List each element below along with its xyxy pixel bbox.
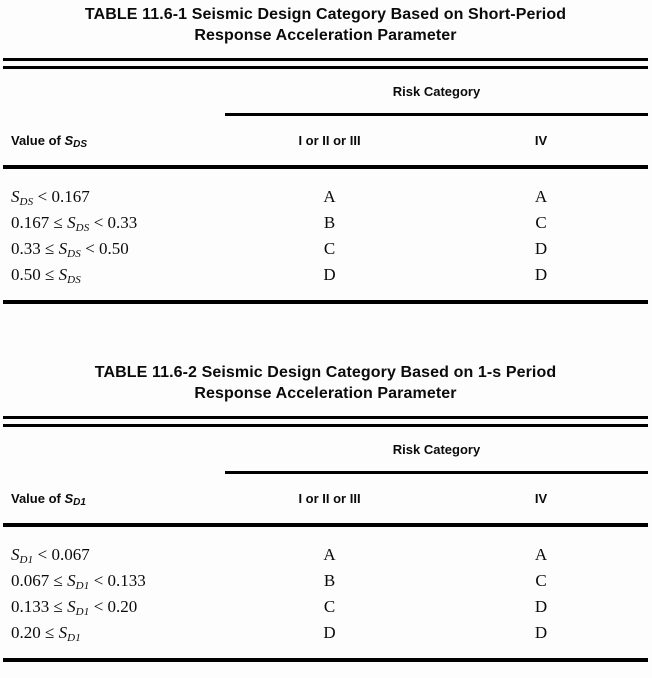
table-11-6-2 — [3, 362, 648, 662]
sdc-cell-risk-4: C — [535, 571, 547, 590]
sdc-cell-risk-1-2-3: C — [323, 597, 336, 616]
condition-symbol: S — [58, 239, 68, 258]
sdc-cell-risk-4: D — [534, 597, 548, 616]
table-body — [3, 527, 648, 658]
condition-cell — [3, 545, 225, 565]
table-row — [3, 210, 648, 236]
condition-pre: 0.33 ≤ — [11, 239, 59, 258]
sdc-cell-risk-1-2-3: A — [323, 545, 336, 564]
column-header-risk-1-2-3: I or II or III — [298, 133, 361, 148]
condition-cell — [3, 571, 225, 591]
table-title-line1: TABLE 11.6-1 Seismic Design Category Based on Short-Period — [84, 6, 567, 23]
condition-subscript: D1 — [67, 632, 81, 644]
sdc-cell-risk-1-2-3: D — [323, 623, 336, 642]
bottom-rule — [3, 300, 648, 304]
condition-cell — [3, 187, 225, 207]
bottom-rule — [3, 658, 648, 662]
column-header-row — [3, 116, 648, 165]
table-row — [3, 594, 648, 620]
condition-post: < 0.33 — [89, 213, 138, 232]
table-row — [3, 542, 648, 568]
condition-cell — [3, 597, 225, 617]
condition-symbol: S — [11, 187, 20, 206]
condition-subscript: D1 — [75, 580, 90, 592]
sdc-cell-risk-1-2-3: C — [323, 239, 336, 258]
sdc-cell-risk-1-2-3: A — [323, 187, 336, 206]
condition-post: < 0.133 — [89, 571, 146, 590]
condition-subscript: DS — [75, 222, 90, 234]
double-rule — [3, 416, 648, 427]
sdc-cell-risk-4: D — [534, 239, 548, 258]
condition-pre: 0.067 ≤ — [11, 571, 68, 590]
condition-post: < 0.20 — [89, 597, 138, 616]
condition-pre: 0.133 ≤ — [11, 597, 68, 616]
condition-post: < 0.50 — [80, 239, 129, 258]
condition-symbol: S — [58, 623, 68, 642]
risk-category-spanner: Risk Category — [225, 84, 648, 116]
condition-subscript: DS — [67, 274, 81, 286]
table-title — [3, 362, 648, 404]
table-11-6-1 — [3, 4, 648, 304]
condition-pre: 0.20 ≤ — [11, 623, 59, 642]
table-row — [3, 262, 648, 288]
table-row — [3, 568, 648, 594]
table-title-line2: Response Acceleration Parameter — [194, 385, 457, 402]
condition-symbol: S — [67, 213, 76, 232]
condition-post: < 0.067 — [33, 545, 90, 564]
condition-subscript: D1 — [75, 606, 90, 618]
sdc-cell-risk-1-2-3: B — [323, 571, 336, 590]
value-column-header — [3, 133, 225, 149]
sdc-cell-risk-1-2-3: D — [323, 265, 336, 284]
condition-cell — [3, 239, 225, 259]
condition-pre: 0.167 ≤ — [11, 213, 68, 232]
condition-cell — [3, 213, 225, 233]
condition-symbol: S — [11, 545, 20, 564]
value-header-prefix: Value of — [11, 491, 65, 506]
table-title-line1: TABLE 11.6-2 Seismic Design Category Based on 1-s Period — [94, 364, 557, 381]
value-header-symbol: S — [64, 133, 74, 148]
table-body — [3, 169, 648, 300]
condition-pre: 0.50 ≤ — [11, 265, 59, 284]
table-title — [3, 4, 648, 46]
sdc-cell-risk-4: A — [534, 545, 548, 564]
double-rule — [3, 58, 648, 69]
risk-category-spanner-row — [3, 69, 648, 116]
value-header-subscript: D1 — [73, 497, 86, 508]
risk-category-spanner-row — [3, 427, 648, 474]
table-row — [3, 236, 648, 262]
column-header-row — [3, 474, 648, 523]
condition-subscript: DS — [19, 196, 34, 208]
table-row — [3, 184, 648, 210]
condition-symbol: S — [67, 597, 76, 616]
value-header-subscript: DS — [73, 139, 88, 150]
condition-cell — [3, 623, 225, 643]
column-header-risk-4: IV — [534, 491, 548, 506]
sdc-cell-risk-4: C — [535, 213, 547, 232]
table-title-line2: Response Acceleration Parameter — [194, 27, 457, 44]
value-column-header — [3, 491, 225, 507]
condition-cell — [3, 265, 225, 285]
condition-symbol: S — [58, 265, 68, 284]
risk-category-spanner: Risk Category — [225, 442, 648, 474]
column-header-risk-4: IV — [534, 133, 548, 148]
table-row — [3, 620, 648, 646]
value-header-prefix: Value of — [11, 133, 65, 148]
sdc-cell-risk-4: A — [534, 187, 548, 206]
spacer-cell — [3, 442, 225, 474]
sdc-cell-risk-4: D — [534, 265, 548, 284]
condition-post: < 0.167 — [33, 187, 90, 206]
value-header-symbol: S — [64, 491, 74, 506]
condition-subscript: D1 — [19, 554, 34, 566]
column-header-risk-1-2-3: I or II or III — [298, 491, 361, 506]
sdc-cell-risk-1-2-3: B — [323, 213, 336, 232]
sdc-cell-risk-4: D — [534, 623, 548, 642]
condition-symbol: S — [67, 571, 76, 590]
condition-subscript: DS — [67, 248, 81, 260]
spacer-cell — [3, 84, 225, 116]
